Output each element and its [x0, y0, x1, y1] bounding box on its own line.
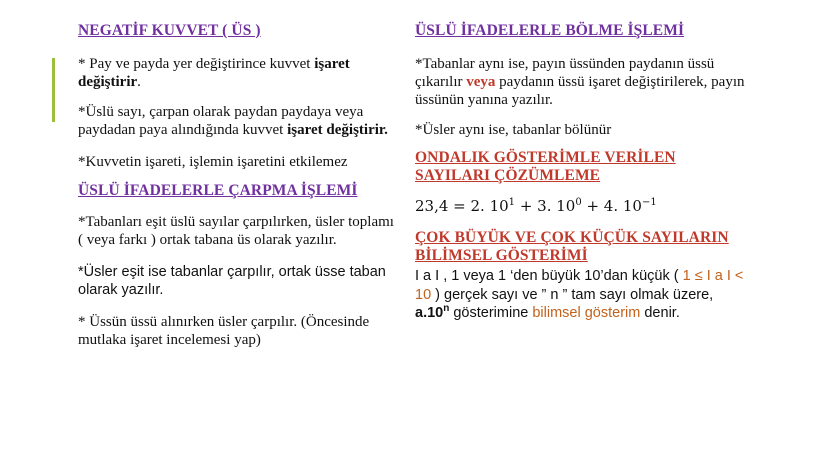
paragraph-sign-rule: *Kuvvetin işareti, işlemin işaretini etkilemez	[78, 154, 348, 170]
formula-decimal-expansion	[415, 197, 745, 215]
exponent: n	[443, 303, 450, 314]
highlight-text: 1 ≤ I a I < 10	[415, 268, 744, 303]
exponent: −1	[641, 197, 657, 208]
paragraph-divide-same-base	[415, 55, 745, 109]
text: paydanın üssü işaret değiştirilerek, payın üssünün yanına yazılır.	[415, 74, 745, 108]
paragraph-divide-same-exponent: *Üsler aynı ise, tabanlar bölünür	[415, 122, 612, 138]
exponent: 0	[575, 197, 582, 208]
text: * Pay ve payda yer değiştirince kuvvet	[78, 56, 315, 72]
heading-division: ÜSLÜ İFADELERLE BÖLME İŞLEMİ	[415, 22, 685, 39]
bold-text: işaret değiştirir	[78, 56, 350, 90]
text: .	[137, 74, 141, 90]
heading-multiplication: ÜSLÜ İFADELERLE ÇARPMA İŞLEMİ	[78, 182, 358, 199]
text: gösterimine	[449, 305, 533, 321]
left-column	[78, 22, 398, 349]
formula-text: + 3. 10	[515, 197, 576, 215]
accent-bar	[52, 58, 55, 122]
right-column	[415, 22, 745, 323]
formula-text: + 4. 10	[581, 197, 642, 215]
paragraph-power-of-power: * Üssün üssü alınırken üsler çarpılır. (Öncesinde mutlaka işaret incelemesi yap)	[78, 314, 370, 348]
paragraph-multiply-same-exponent: *Üsler eşit ise tabanlar çarpılır, ortak üsse taban olarak yazılır.	[78, 264, 386, 298]
highlight-text: bilimsel gösterim	[532, 305, 641, 321]
text: I a I , 1 veya 1 ‘den büyük 10’dan küçük (	[415, 268, 683, 284]
text: *Tabanlar aynı ise, payın üssünden paydanın üssü çıkarılır	[415, 56, 715, 90]
heading-decimal-expansion: ONDALIK GÖSTERİMLE VERİLEN SAYILARI ÇÖZÜMLEME	[415, 149, 676, 184]
highlight-text: veya	[466, 74, 496, 90]
heading-scientific-notation: ÇOK BÜYÜK VE ÇOK KÜÇÜK SAYILARIN BİLİMSEL GÖSTERİMİ	[415, 229, 729, 264]
paragraph-multiply-same-base: *Tabanları eşit üslü sayılar çarpılırken, üsler toplamı ( veya farkı ) ortak tabana üs olarak yazılır.	[78, 214, 394, 248]
heading-negative-power: NEGATİF KUVVET ( ÜS )	[78, 22, 261, 39]
text: ) gerçek sayı ve ” n ” tam sayı olmak üzere,	[431, 286, 714, 303]
paragraph-factor-rule	[78, 103, 398, 139]
bold-text: a.10	[415, 305, 444, 321]
formula-text: 23,4 = 2. 10	[415, 197, 509, 215]
paragraph-scientific-notation	[415, 267, 745, 323]
text: denir.	[640, 305, 680, 321]
text: *Üslü sayı, çarpan olarak paydan paydaya veya paydadan paya alındığında kuvvet	[78, 104, 364, 138]
exponent: 1	[508, 197, 516, 208]
bold-text: işaret değiştirir.	[287, 122, 388, 138]
paragraph-swap-rule	[78, 55, 398, 91]
